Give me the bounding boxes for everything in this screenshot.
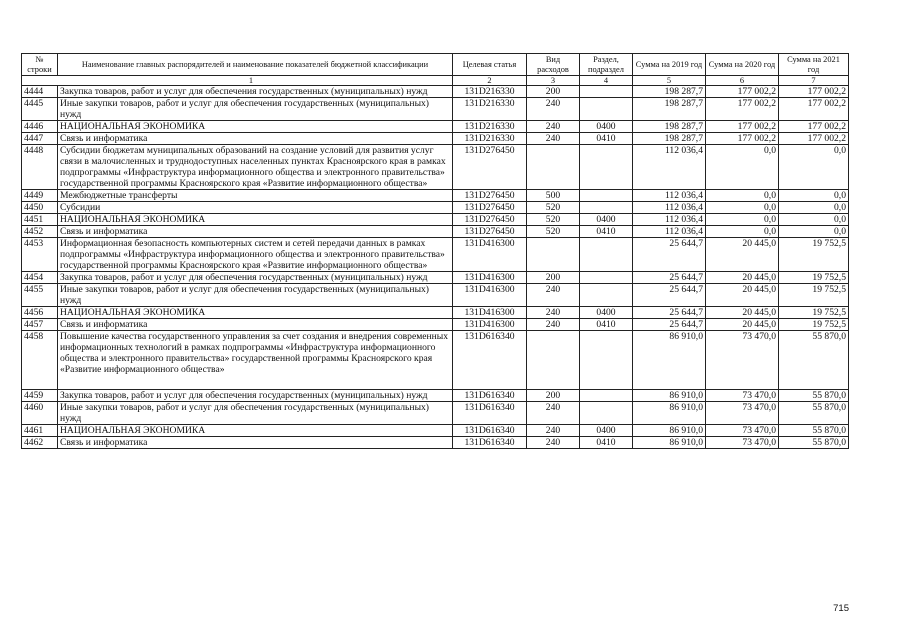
target-article: 131D616340 bbox=[453, 437, 527, 449]
row-name: Информационная безопасность компьютерных систем и сетей передачи данных в рамках подпрограммы «Инфраструктура информационного общества и электронного правительства» государственной программы Красноярского края «Развитие информационного общества» bbox=[58, 238, 453, 272]
target-article: 131D276450 bbox=[453, 214, 527, 226]
column-number-6: 6 bbox=[706, 76, 779, 86]
sum-2019: 25 644,7 bbox=[633, 272, 706, 284]
expense-type bbox=[527, 145, 580, 190]
sum-2020: 177 002,2 bbox=[706, 121, 779, 133]
expense-type: 240 bbox=[527, 402, 580, 425]
sum-2021: 177 002,2 bbox=[779, 98, 849, 121]
sum-2021: 19 752,5 bbox=[779, 272, 849, 284]
row-name: НАЦИОНАЛЬНАЯ ЭКОНОМИКА bbox=[58, 214, 453, 226]
section-code bbox=[580, 402, 633, 425]
sum-2020: 73 470,0 bbox=[706, 402, 779, 425]
target-article: 131D416300 bbox=[453, 272, 527, 284]
sum-2020: 0,0 bbox=[706, 190, 779, 202]
expense-type: 240 bbox=[527, 98, 580, 121]
row-number: 4459 bbox=[22, 390, 58, 402]
target-article: 131D216330 bbox=[453, 98, 527, 121]
sum-2020: 20 445,0 bbox=[706, 272, 779, 284]
sum-2020: 73 470,0 bbox=[706, 425, 779, 437]
row-number: 4455 bbox=[22, 284, 58, 307]
table-row bbox=[22, 98, 849, 121]
header-sum-2019: Сумма на 2019 год bbox=[633, 54, 706, 76]
table-row bbox=[22, 202, 849, 214]
expense-type: 520 bbox=[527, 226, 580, 238]
row-name: Связь и информатика bbox=[58, 319, 453, 331]
section-code: 0400 bbox=[580, 214, 633, 226]
page-number: 715 bbox=[833, 603, 849, 614]
section-code bbox=[580, 331, 633, 390]
expense-type: 240 bbox=[527, 121, 580, 133]
expense-type: 240 bbox=[527, 319, 580, 331]
sum-2021: 55 870,0 bbox=[779, 402, 849, 425]
sum-2020: 0,0 bbox=[706, 145, 779, 190]
sum-2019: 198 287,7 bbox=[633, 133, 706, 145]
sum-2020: 20 445,0 bbox=[706, 307, 779, 319]
table-row bbox=[22, 319, 849, 331]
column-number-1: 1 bbox=[22, 76, 453, 86]
expense-type: 520 bbox=[527, 214, 580, 226]
target-article: 131D216330 bbox=[453, 133, 527, 145]
sum-2019: 25 644,7 bbox=[633, 238, 706, 272]
target-article: 131D616340 bbox=[453, 331, 527, 390]
target-article: 131D276450 bbox=[453, 226, 527, 238]
target-article: 131D416300 bbox=[453, 284, 527, 307]
sum-2019: 198 287,7 bbox=[633, 86, 706, 98]
row-name: НАЦИОНАЛЬНАЯ ЭКОНОМИКА bbox=[58, 121, 453, 133]
header-name: Наименование главных распорядителей и наименование показателей бюджетной классификации bbox=[58, 54, 453, 76]
table-row bbox=[22, 402, 849, 425]
table-row bbox=[22, 272, 849, 284]
section-code bbox=[580, 98, 633, 121]
row-number: 4462 bbox=[22, 437, 58, 449]
row-name: Повышение качества государственного управления за счет создания и внедрения современных информационных технологий в рамках подпрограммы «Инфраструктура информационного общества и электронного правительства» государственной программы Красноярского края «Развитие информационного общества» bbox=[58, 331, 453, 390]
sum-2019: 86 910,0 bbox=[633, 390, 706, 402]
section-code: 0400 bbox=[580, 121, 633, 133]
table-row bbox=[22, 133, 849, 145]
sum-2020: 73 470,0 bbox=[706, 437, 779, 449]
sum-2021: 0,0 bbox=[779, 190, 849, 202]
sum-2020: 73 470,0 bbox=[706, 331, 779, 390]
expense-type: 200 bbox=[527, 86, 580, 98]
sum-2020: 177 002,2 bbox=[706, 98, 779, 121]
row-name: Закупка товаров, работ и услуг для обеспечения государственных (муниципальных) нужд bbox=[58, 272, 453, 284]
target-article: 131D276450 bbox=[453, 190, 527, 202]
section-code: 0410 bbox=[580, 226, 633, 238]
table-row bbox=[22, 307, 849, 319]
sum-2020: 0,0 bbox=[706, 214, 779, 226]
sum-2021: 19 752,5 bbox=[779, 238, 849, 272]
sum-2021: 55 870,0 bbox=[779, 331, 849, 390]
sum-2020: 20 445,0 bbox=[706, 238, 779, 272]
target-article: 131D616340 bbox=[453, 425, 527, 437]
sum-2020: 177 002,2 bbox=[706, 86, 779, 98]
row-number: 4460 bbox=[22, 402, 58, 425]
section-code bbox=[580, 86, 633, 98]
section-code bbox=[580, 284, 633, 307]
table-row bbox=[22, 190, 849, 202]
expense-type: 240 bbox=[527, 425, 580, 437]
row-name: НАЦИОНАЛЬНАЯ ЭКОНОМИКА bbox=[58, 425, 453, 437]
sum-2020: 177 002,2 bbox=[706, 133, 779, 145]
row-name: Связь и информатика bbox=[58, 133, 453, 145]
table-row bbox=[22, 121, 849, 133]
header-section: Раздел, подраздел bbox=[580, 54, 633, 76]
table-row bbox=[22, 238, 849, 272]
row-name: Закупка товаров, работ и услуг для обеспечения государственных (муниципальных) нужд bbox=[58, 390, 453, 402]
row-name: Связь и информатика bbox=[58, 226, 453, 238]
table-row bbox=[22, 437, 849, 449]
table-row bbox=[22, 284, 849, 307]
target-article: 131D276450 bbox=[453, 202, 527, 214]
table-row bbox=[22, 214, 849, 226]
budget-table bbox=[21, 53, 849, 449]
row-number: 4448 bbox=[22, 145, 58, 190]
table-row bbox=[22, 226, 849, 238]
row-name: Иные закупки товаров, работ и услуг для обеспечения государственных (муниципальных) нужд bbox=[58, 402, 453, 425]
target-article: 131D416300 bbox=[453, 238, 527, 272]
sum-2021: 177 002,2 bbox=[779, 133, 849, 145]
sum-2021: 177 002,2 bbox=[779, 86, 849, 98]
section-code bbox=[580, 145, 633, 190]
header-target-article: Целевая статья bbox=[453, 54, 527, 76]
row-name: Закупка товаров, работ и услуг для обеспечения государственных (муниципальных) нужд bbox=[58, 86, 453, 98]
header-sum-2020: Сумма на 2020 год bbox=[706, 54, 779, 76]
row-number: 4450 bbox=[22, 202, 58, 214]
expense-type: 500 bbox=[527, 190, 580, 202]
target-article: 131D216330 bbox=[453, 121, 527, 133]
section-code bbox=[580, 272, 633, 284]
sum-2021: 19 752,5 bbox=[779, 284, 849, 307]
sum-2021: 55 870,0 bbox=[779, 425, 849, 437]
sum-2019: 86 910,0 bbox=[633, 425, 706, 437]
expense-type: 240 bbox=[527, 133, 580, 145]
section-code: 0410 bbox=[580, 437, 633, 449]
sum-2021: 55 870,0 bbox=[779, 390, 849, 402]
row-name: НАЦИОНАЛЬНАЯ ЭКОНОМИКА bbox=[58, 307, 453, 319]
column-number-2: 2 bbox=[453, 76, 527, 86]
sum-2020: 73 470,0 bbox=[706, 390, 779, 402]
expense-type: 520 bbox=[527, 202, 580, 214]
row-number: 4453 bbox=[22, 238, 58, 272]
expense-type: 240 bbox=[527, 307, 580, 319]
expense-type: 240 bbox=[527, 284, 580, 307]
sum-2020: 20 445,0 bbox=[706, 319, 779, 331]
row-number: 4454 bbox=[22, 272, 58, 284]
column-number-7: 7 bbox=[779, 76, 849, 86]
table-header-row bbox=[22, 54, 849, 76]
section-code bbox=[580, 238, 633, 272]
sum-2019: 198 287,7 bbox=[633, 98, 706, 121]
section-code bbox=[580, 190, 633, 202]
row-name: Межбюджетные трансферты bbox=[58, 190, 453, 202]
sum-2020: 0,0 bbox=[706, 202, 779, 214]
table-row bbox=[22, 425, 849, 437]
row-name: Связь и информатика bbox=[58, 437, 453, 449]
section-code: 0400 bbox=[580, 307, 633, 319]
sum-2019: 86 910,0 bbox=[633, 331, 706, 390]
row-number: 4456 bbox=[22, 307, 58, 319]
header-row-number: № строки bbox=[22, 54, 58, 76]
target-article: 131D416300 bbox=[453, 307, 527, 319]
sum-2020: 20 445,0 bbox=[706, 284, 779, 307]
sum-2019: 112 036,4 bbox=[633, 214, 706, 226]
expense-type bbox=[527, 331, 580, 390]
sum-2019: 25 644,7 bbox=[633, 284, 706, 307]
sum-2020: 0,0 bbox=[706, 226, 779, 238]
row-number: 4461 bbox=[22, 425, 58, 437]
target-article: 131D616340 bbox=[453, 402, 527, 425]
sum-2021: 55 870,0 bbox=[779, 437, 849, 449]
header-sum-2021: Сумма на 2021 год bbox=[779, 54, 849, 76]
sum-2019: 112 036,4 bbox=[633, 226, 706, 238]
row-name: Субсидии бюджетам муниципальных образований на создание условий для развития услуг связи в малочисленных и труднодоступных населенных пунктах Красноярского края в рамках подпрограммы «Инфраструктура информационного общества и электронного правительства» государственной программы Красноярского края «Развитие информационного общества» bbox=[58, 145, 453, 190]
section-code: 0400 bbox=[580, 425, 633, 437]
sum-2021: 177 002,2 bbox=[779, 121, 849, 133]
sum-2019: 86 910,0 bbox=[633, 437, 706, 449]
table-row bbox=[22, 145, 849, 190]
sum-2021: 19 752,5 bbox=[779, 307, 849, 319]
row-name: Иные закупки товаров, работ и услуг для обеспечения государственных (муниципальных) нужд bbox=[58, 284, 453, 307]
column-number-3: 3 bbox=[527, 76, 580, 86]
sum-2019: 112 036,4 bbox=[633, 145, 706, 190]
sum-2019: 86 910,0 bbox=[633, 402, 706, 425]
sum-2021: 0,0 bbox=[779, 202, 849, 214]
expense-type: 200 bbox=[527, 390, 580, 402]
table-row bbox=[22, 390, 849, 402]
section-code: 0410 bbox=[580, 133, 633, 145]
header-expense-type: Вид расходов bbox=[527, 54, 580, 76]
table-row bbox=[22, 331, 849, 390]
table-row bbox=[22, 86, 849, 98]
sum-2021: 19 752,5 bbox=[779, 319, 849, 331]
column-number-5: 5 bbox=[633, 76, 706, 86]
row-number: 4444 bbox=[22, 86, 58, 98]
table-body bbox=[22, 86, 849, 449]
row-number: 4446 bbox=[22, 121, 58, 133]
sum-2019: 198 287,7 bbox=[633, 121, 706, 133]
row-number: 4447 bbox=[22, 133, 58, 145]
row-number: 4449 bbox=[22, 190, 58, 202]
sum-2021: 0,0 bbox=[779, 214, 849, 226]
sum-2019: 112 036,4 bbox=[633, 190, 706, 202]
sum-2021: 0,0 bbox=[779, 145, 849, 190]
section-code bbox=[580, 390, 633, 402]
target-article: 131D416300 bbox=[453, 319, 527, 331]
expense-type bbox=[527, 238, 580, 272]
row-number: 4445 bbox=[22, 98, 58, 121]
expense-type: 200 bbox=[527, 272, 580, 284]
row-number: 4451 bbox=[22, 214, 58, 226]
column-number-4: 4 bbox=[580, 76, 633, 86]
section-code: 0410 bbox=[580, 319, 633, 331]
row-number: 4458 bbox=[22, 331, 58, 390]
sum-2021: 0,0 bbox=[779, 226, 849, 238]
section-code bbox=[580, 202, 633, 214]
target-article: 131D616340 bbox=[453, 390, 527, 402]
expense-type: 240 bbox=[527, 437, 580, 449]
target-article: 131D276450 bbox=[453, 145, 527, 190]
row-name: Иные закупки товаров, работ и услуг для обеспечения государственных (муниципальных) нужд bbox=[58, 98, 453, 121]
column-number-row bbox=[22, 76, 849, 86]
row-number: 4452 bbox=[22, 226, 58, 238]
sum-2019: 112 036,4 bbox=[633, 202, 706, 214]
row-name: Субсидии bbox=[58, 202, 453, 214]
row-number: 4457 bbox=[22, 319, 58, 331]
sum-2019: 25 644,7 bbox=[633, 319, 706, 331]
sum-2019: 25 644,7 bbox=[633, 307, 706, 319]
target-article: 131D216330 bbox=[453, 86, 527, 98]
